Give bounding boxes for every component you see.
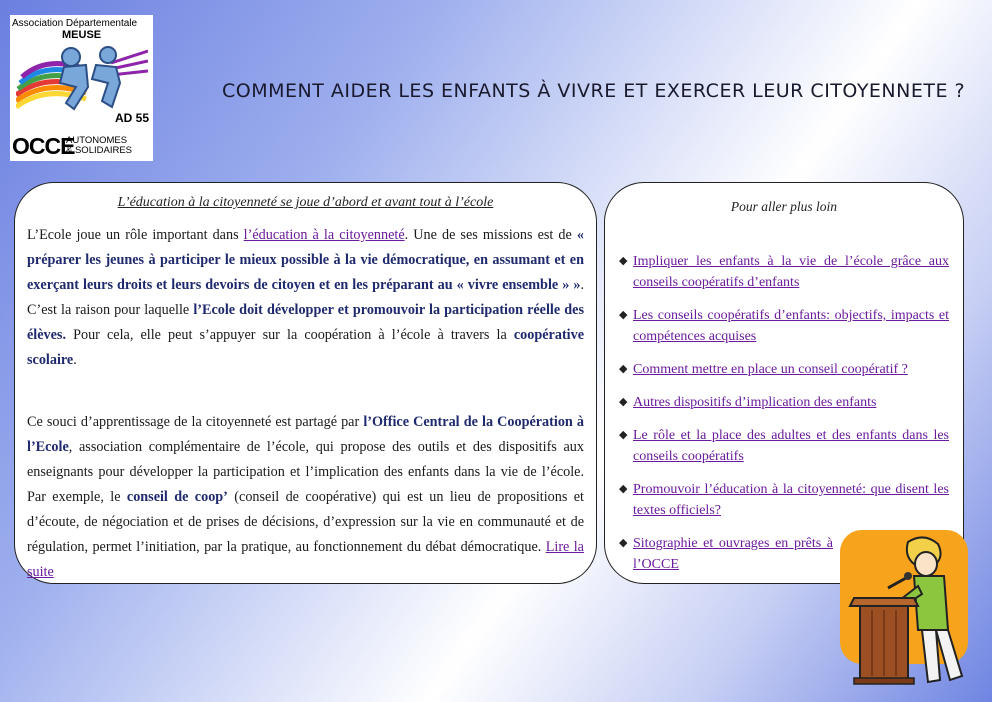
list-item xyxy=(619,251,949,293)
logo-association-label: Association Départementale xyxy=(12,18,138,29)
page-title: COMMENT AIDER LES ENFANTS À VIVRE ET EXERCER LEUR CITOYENNETE ? xyxy=(222,80,966,102)
further-reading-heading: Pour aller plus loin xyxy=(730,199,838,214)
citizenship-education-link[interactable]: l’éducation à la citoyenneté xyxy=(243,227,405,243)
link-sitography[interactable]: Sitographie et ouvrages en prêts à l’OCCE xyxy=(633,536,833,572)
read-more-link[interactable]: Lire la suite xyxy=(27,539,584,580)
link-involve-children[interactable]: Impliquer les enfants à la vie de l’école grâce aux conseils coopératifs d’enfants xyxy=(633,254,949,290)
further-reading-panel xyxy=(604,182,964,584)
speaker-at-lectern-icon xyxy=(840,530,980,690)
list-item xyxy=(619,359,949,380)
logo-ad-label: AD 55 xyxy=(114,111,149,125)
child-speaker-illustration xyxy=(840,530,968,664)
link-other-devices[interactable]: Autres dispositifs d’implication des enfants xyxy=(633,395,877,410)
occe-paragraph: Ce souci d’apprentissage de la citoyenneté est partagé par l’Office Central de la Coopération à l’Ecole, association complémentaire de l’école, qui propose des outils et des dispositifs aux enseignants pour développer la participation et l’implication des enfants dans la vie de l’école. Par exemple, le conseil de coop’ (conseil de coopérative) qui est un lieu de propositions et d’écoute, de négociation et de prises de décisions, d’expression sur la vie en communauté et de régulation, permet l’initiation, par la pratique, au fonctionnement du débat démocratique. Lire la suite xyxy=(27,414,585,580)
intro-paragraph: L’Ecole joue un rôle important dans l’éducation à la citoyenneté. Une de ses missions est de « préparer les jeunes à participer le mieux possible à la vie démocratique, en assumant et en exerçant leurs droits et leurs devoirs de citoyen et en les préparant au « vivre ensemble » ». C’est la raison pour laquelle l’Ecole doit développer et promouvoir la participation réelle des élèves. Pour cela, elle peut s’appuyer sur la coopération à l’école à travers la coopérative scolaire. xyxy=(27,227,584,368)
rainbow-children-icon xyxy=(16,43,148,113)
occe-logo[interactable] xyxy=(10,15,153,161)
list-item xyxy=(619,533,833,575)
citizenship-panel xyxy=(14,182,597,584)
link-setup-council[interactable]: Comment mettre en place un conseil coopératif ? xyxy=(633,362,908,377)
list-item xyxy=(619,479,949,521)
list-item xyxy=(619,392,949,413)
logo-tagline: AUTONOMES & SOLIDAIRES xyxy=(66,135,132,156)
logo-department-label: MEUSE xyxy=(62,29,102,41)
link-council-objectives[interactable]: Les conseils coopératifs d’enfants: objectifs, impacts et compétences acquises xyxy=(633,308,949,344)
panel-subheading: L’éducation à la citoyenneté se joue d’abord et avant tout à l’école xyxy=(117,195,494,210)
logo-brand: OCCE xyxy=(12,133,75,159)
list-item xyxy=(619,425,949,467)
link-adult-role[interactable]: Le rôle et la place des adultes et des enfants dans les conseils coopératifs xyxy=(633,428,949,464)
link-official-texts[interactable]: Promouvoir l’éducation à la citoyenneté: que disent les textes officiels? xyxy=(633,482,949,518)
list-item xyxy=(619,305,949,347)
further-reading-list xyxy=(619,251,949,575)
